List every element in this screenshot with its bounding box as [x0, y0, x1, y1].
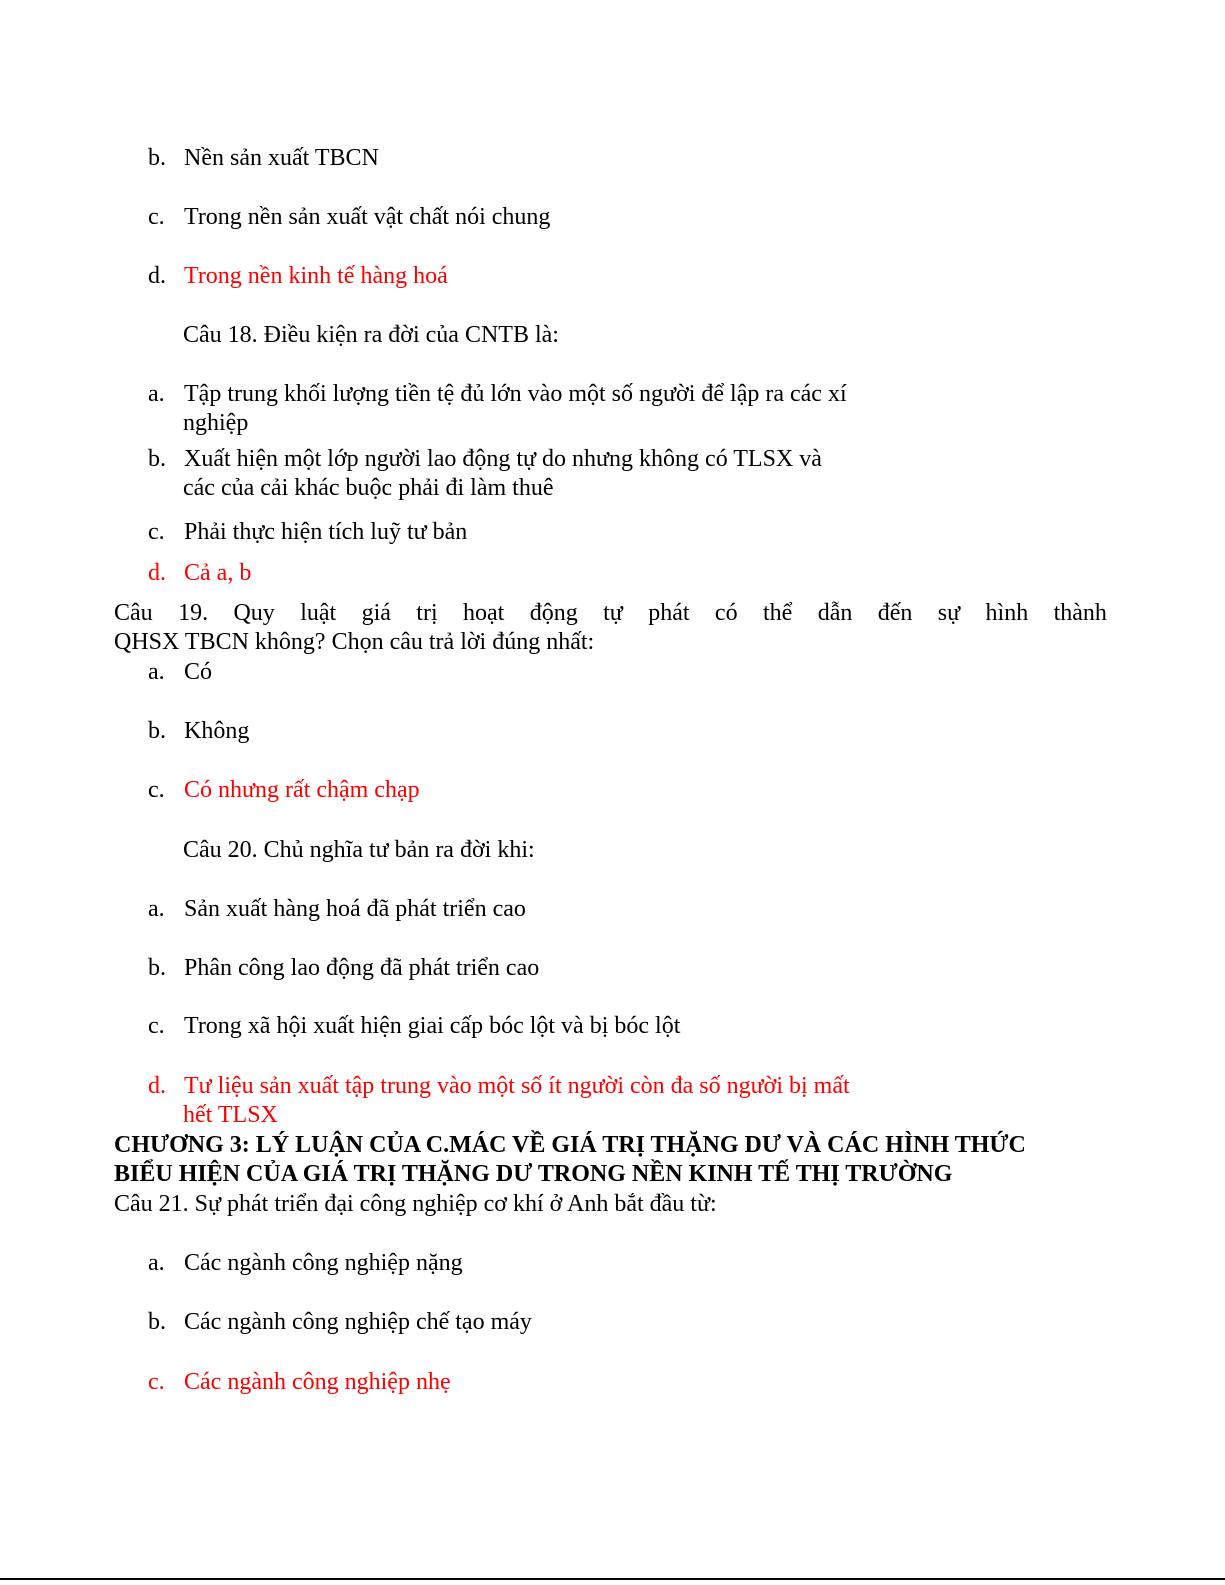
- q18-option-c: [148, 517, 467, 547]
- word: giá: [361, 600, 391, 626]
- option-label: a.: [148, 381, 165, 407]
- q19-option-c-correct: [148, 775, 420, 805]
- q20-option-c: [148, 1011, 680, 1041]
- option-label: c.: [148, 1369, 165, 1395]
- q17-option-b: [148, 143, 379, 173]
- word: 19.: [178, 600, 209, 626]
- option-text: Phân công lao động đã phát triển cao: [184, 955, 540, 981]
- q20-option-a: [148, 894, 526, 924]
- q17-option-d-correct: [148, 261, 448, 291]
- option-text: Cả a, b: [184, 560, 252, 586]
- word: đến: [877, 600, 913, 626]
- option-text: Tư liệu sản xuất tập trung vào một số ít người còn đa số người bị mất: [184, 1073, 850, 1099]
- option-label: b.: [148, 718, 166, 744]
- chapter-heading-line2: BIỂU HIỆN CỦA GIÁ TRỊ THẶNG DƯ TRONG NỀN KINH TẾ THỊ TRƯỜNG: [114, 1161, 953, 1187]
- word: thể: [762, 600, 793, 626]
- option-label: d.: [148, 1073, 166, 1099]
- option-text: Xuất hiện một lớp người lao động tự do nhưng không có TLSX và: [184, 446, 822, 472]
- word: tự: [603, 600, 623, 626]
- word: trị: [416, 600, 438, 626]
- q21-question: Câu 21. Sự phát triển đại công nghiệp cơ khí ở Anh bắt đầu từ:: [114, 1191, 717, 1217]
- option-label: a.: [148, 1250, 165, 1276]
- q18-option-a: [148, 379, 847, 409]
- q20-option-d-continued: hết TLSX: [183, 1102, 278, 1128]
- option-label: d.: [148, 560, 166, 586]
- q18-option-b-continued: các của cải khác buộc phải đi làm thuê: [183, 475, 554, 501]
- option-label: d.: [148, 263, 166, 289]
- q21-option-b: [148, 1307, 532, 1337]
- q18-option-b: [148, 444, 822, 474]
- option-label: c.: [148, 519, 165, 545]
- word: động: [529, 600, 578, 626]
- word: dẫn: [817, 600, 853, 626]
- page-bottom-border: [0, 1578, 1225, 1580]
- option-label: b.: [148, 446, 166, 472]
- word: có: [714, 600, 738, 626]
- option-text: Sản xuất hàng hoá đã phát triển cao: [184, 896, 526, 922]
- q19-question-line2: QHSX TBCN không? Chọn câu trả lời đúng nhất:: [114, 629, 595, 655]
- option-label: c.: [148, 777, 165, 803]
- option-label: a.: [148, 896, 165, 922]
- q18-question: Câu 18. Điều kiện ra đời của CNTB là:: [183, 322, 559, 348]
- q19-option-a: [148, 657, 212, 687]
- option-text: Không: [184, 718, 250, 744]
- option-label: c.: [148, 204, 165, 230]
- q19-question-line1: [114, 598, 1107, 628]
- option-text: Các ngành công nghiệp chế tạo máy: [184, 1309, 532, 1335]
- word: hoạt: [463, 600, 505, 626]
- word: Quy: [233, 600, 275, 626]
- option-text: Trong nền sản xuất vật chất nói chung: [184, 204, 551, 230]
- option-text: Các ngành công nghiệp nặng: [184, 1250, 463, 1276]
- option-text: Trong nền kinh tế hàng hoá: [184, 263, 448, 289]
- word: Câu: [114, 600, 153, 626]
- q20-question: Câu 20. Chủ nghĩa tư bản ra đời khi:: [183, 837, 535, 863]
- q20-option-b: [148, 953, 539, 983]
- word: hình: [985, 600, 1029, 626]
- option-text: Có nhưng rất chậm chạp: [184, 777, 420, 803]
- q20-option-d-correct: [148, 1071, 850, 1101]
- word: luật: [300, 600, 337, 626]
- option-label: b.: [148, 955, 166, 981]
- option-text: Các ngành công nghiệp nhẹ: [184, 1369, 451, 1395]
- option-label: a.: [148, 659, 165, 685]
- q21-option-c-correct: [148, 1367, 451, 1397]
- option-label: c.: [148, 1013, 165, 1039]
- word: sự: [937, 600, 961, 626]
- q19-option-b: [148, 716, 249, 746]
- option-text: Trong xã hội xuất hiện giai cấp bóc lột và bị bóc lột: [184, 1013, 681, 1039]
- option-text: Phải thực hiện tích luỹ tư bản: [184, 519, 468, 545]
- option-label: b.: [148, 145, 166, 171]
- chapter-heading-line1: CHƯƠNG 3: LÝ LUẬN CỦA C.MÁC VỀ GIÁ TRỊ THẶNG DƯ VÀ CÁC HÌNH THỨC: [114, 1132, 1026, 1158]
- q18-option-d-correct: [148, 558, 251, 588]
- q17-option-c: [148, 202, 550, 232]
- word: phát: [648, 600, 690, 626]
- option-text: Có: [184, 659, 213, 685]
- q21-option-a: [148, 1248, 463, 1278]
- word: thành: [1053, 600, 1107, 626]
- q18-option-a-continued: nghiệp: [183, 410, 249, 436]
- option-text: Nền sản xuất TBCN: [184, 145, 379, 171]
- option-label: b.: [148, 1309, 166, 1335]
- option-text: Tập trung khối lượng tiền tệ đủ lớn vào một số người để lập ra các xí: [184, 381, 847, 407]
